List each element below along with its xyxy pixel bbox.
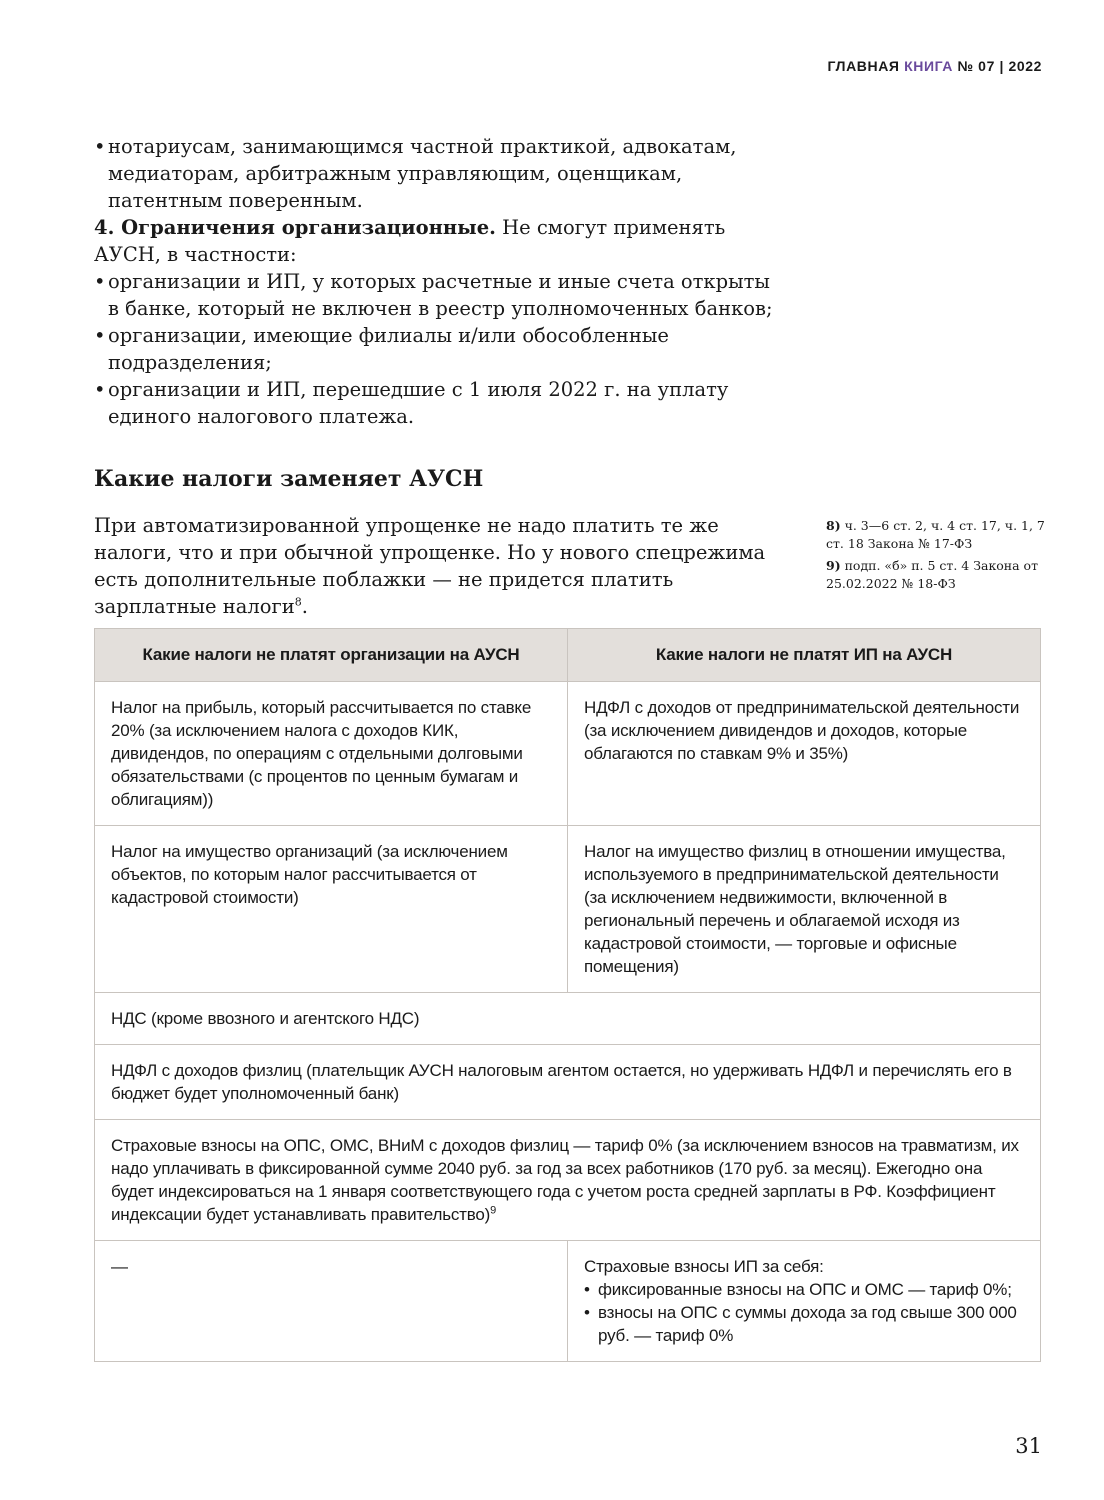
table-cell: Налог на имущество физлиц в отношении имущества, используемого в предпринимательской деятельности (за исключением недвижимости, включенной в региональный перечень и облагаемой исходя из кадастровой стоимости, — торговые и офисные помещения) [568, 826, 1041, 993]
column-header-entrepreneurs: Какие налоги не платят ИП на АУСН [568, 629, 1041, 682]
list-item: • организации и ИП, перешедшие с 1 июля 2022 г. на уплату единого налогового платежа. [94, 376, 774, 430]
table-cell: Страховые взносы на ОПС, ОМС, ВНиМ с доходов физлиц — тариф 0% (за исключением взносов на травматизм, их надо уплачивать в фиксированной сумме 2040 руб. за год за всех работников (170 руб. за месяц). Ежегодно она будет индексироваться на 1 января соответствующего года с учетом роста средней зарплаты в РФ. Коэффициент индексации будет устанавливать правительство)$^9$ [95, 1120, 1041, 1241]
brand-name-accent: КНИГА [904, 58, 953, 74]
footnotes [826, 517, 1046, 597]
page-number: 31 [1015, 1434, 1042, 1458]
table-cell: Налог на прибыль, который рассчитывается по ставке 20% (за исключением налога с доходов КИК, дивидендов, по операциям с отдельными долговыми обязательствами (с процентов по ценным бумагам и облигациям)) [95, 682, 568, 826]
magazine-header [827, 58, 1042, 74]
section4-title: 4. Ограничения организационные. [94, 216, 496, 239]
section4-lead [94, 214, 774, 268]
table-cell: НДС (кроме ввозного и агентского НДС) [95, 993, 1041, 1045]
table-cell: НДФЛ с доходов физлиц (плательщик АУСН налоговым агентом остается, но удерживать НДФЛ и перечислять его в бюджет будет уполномоченный банк) [95, 1045, 1041, 1120]
section4-text: Не смогут применять АУСН, в частности: [94, 216, 726, 266]
list-item: • организации и ИП, у которых расчетные и иные счета открыты в банке, который не включен в реестр уполномоченных банков; [94, 268, 774, 322]
taxes-table [94, 628, 1041, 1362]
restrictions-block [94, 133, 774, 430]
table-row [95, 826, 1041, 993]
list-item: • фиксированные взносы на ОПС и ОМС — тариф 0%; [584, 1278, 1024, 1301]
table-header-row [95, 629, 1041, 682]
table-row [95, 682, 1041, 826]
issue-number: № 07 | 2022 [957, 58, 1042, 74]
table-cell: НДФЛ с доходов от предпринимательской деятельности (за исключением дивидендов и доходов, которые облагаются по ставкам 9% и 35%) [568, 682, 1041, 826]
list-item: • организации, имеющие филиалы и/или обособленные подразделения; [94, 322, 774, 376]
footnote: 9) подп. «б» п. 5 ст. 4 Закона от 25.02.2022 № 18-ФЗ [826, 558, 1038, 591]
footnote: 8) ч. 3—6 ст. 2, ч. 4 ст. 17, ч. 1, 7 ст. 18 Закона № 17-ФЗ [826, 518, 1045, 551]
footnote-ref: 8 [294, 595, 302, 609]
list-item: • нотариусам, занимающимся частной практикой, адвокатам, медиаторам, арбитражным управляющим, оценщикам, патентным поверенным. [94, 133, 774, 214]
paragraph-text: При автоматизированной упрощенке не надо платить те же налоги, что и при обычной упрощенке. Но у нового спецрежима есть дополнительные поблажки — не придется платить зарплатные налоги [94, 514, 766, 618]
section-heading: Какие налоги заменяет АУСН [94, 466, 484, 492]
list-item: • взносы на ОПС с суммы дохода за год свыше 300 000 руб. — тариф 0% [584, 1301, 1024, 1347]
table-row [95, 1241, 1041, 1362]
table-row [95, 1045, 1041, 1120]
table-cell: Страховые взносы ИП за себя: • фиксированные взносы на ОПС и ОМС — тариф 0%; • взносы на ОПС с суммы дохода за год свыше 300 000 руб. — тариф 0% [568, 1241, 1041, 1362]
brand-name: ГЛАВНАЯ [827, 58, 900, 74]
table-cell: Налог на имущество организаций (за исключением объектов, по которым налог рассчитывается от кадастровой стоимости) [95, 826, 568, 993]
intro-paragraph: При автоматизированной упрощенке не надо платить те же налоги, что и при обычной упрощенке. Но у нового спецрежима есть дополнительные поблажки — не придется платить зарплатные налоги$^8$. [94, 514, 766, 618]
column-header-organizations: Какие налоги не платят организации на АУСН [95, 629, 568, 682]
table-row [95, 1120, 1041, 1241]
table-cell: — [95, 1241, 568, 1362]
table-row [95, 993, 1041, 1045]
footnote-ref: 9 [490, 1204, 497, 1217]
